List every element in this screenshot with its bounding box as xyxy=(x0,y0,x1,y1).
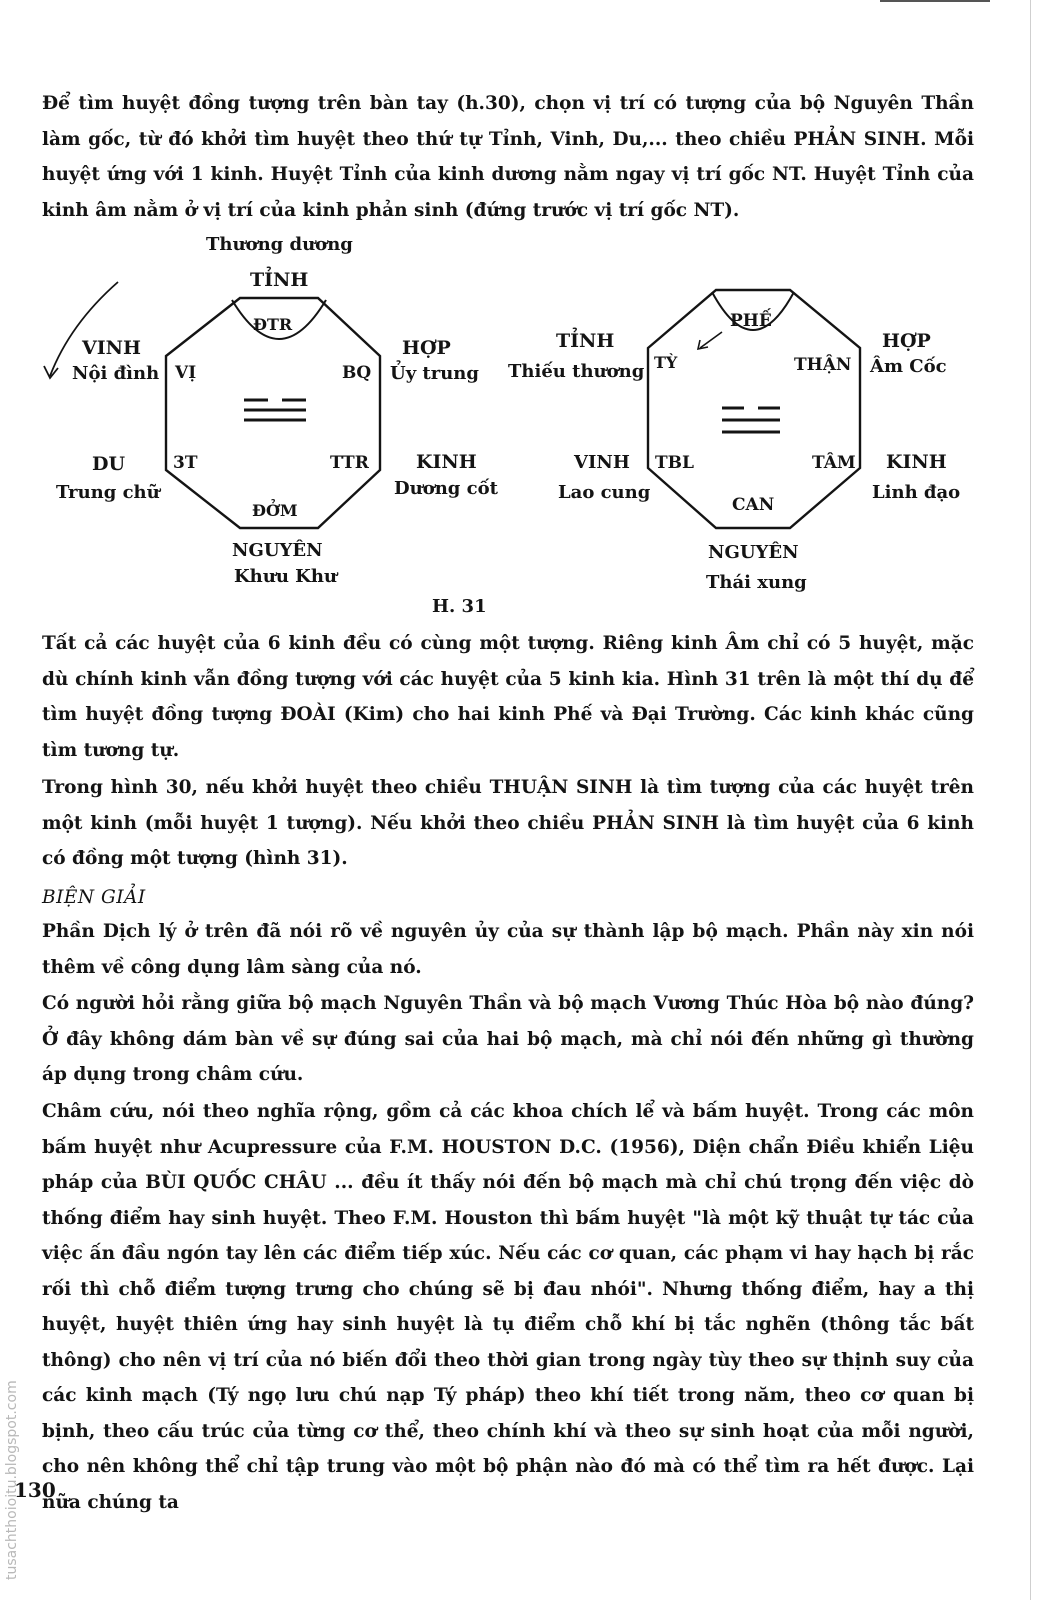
left-nguyen-point: Khưu Khư xyxy=(234,566,337,587)
left-trigram-icon xyxy=(244,400,306,420)
left-kinh-point: Dương cốt xyxy=(394,478,498,499)
figure-31 xyxy=(0,228,1060,598)
scan-edge-mark xyxy=(880,0,990,2)
left-hop-label: HỢP xyxy=(402,337,451,359)
left-top-title: Thương dương xyxy=(206,234,353,255)
right-tinh-point: Thiếu thương xyxy=(508,361,645,382)
right-kinh-label: KINH xyxy=(886,451,947,473)
right-tinh-label: TỈNH xyxy=(556,330,615,352)
right-trigram-icon xyxy=(722,408,780,432)
right-vinh-label: VINH xyxy=(574,452,630,473)
paragraph-same-image: Tất cả các huyệt của 6 kinh đều có cùng một tượng. Riêng kinh Âm chỉ có 5 huyệt, mặc dù chính kinh vẫn đồng tượng với các huyệt của 5 kinh kia. Hình 31 trên là một thí dụ để tìm huyệt đồng tượng ĐOÀI (Kim) cho hai kinh Phế và Đại Trường. Các kinh khác cũng tìm tương tự. xyxy=(42,633,974,761)
left-nguyen-label: NGUYÊN xyxy=(232,540,323,561)
right-nguyen-point: Thái xung xyxy=(706,572,807,593)
paragraph-direction: Trong hình 30, nếu khởi huyệt theo chiều THUẬN SINH là tìm tượng của các huyệt trên một kinh (mỗi huyệt 1 tượng). Nếu khởi theo chiều PHẢN SINH là tìm huyệt của 6 kinh có đồng một tượng (hình 31). xyxy=(42,777,974,869)
paragraph-question: Có người hỏi rằng giữa bộ mạch Nguyên Thần và bộ mạch Vương Thúc Hòa bộ nào đúng? Ở đây không dám bàn về sự đúng sai của hai bộ mạch, mà chỉ nói đến những gì thường áp dụng trong châm cứu. xyxy=(42,993,974,1085)
right-inner-than: THẬN xyxy=(794,355,852,375)
right-inner-arrow-head xyxy=(698,340,708,349)
right-hexagon-diagram xyxy=(508,290,960,593)
right-inner-tam: TÂM xyxy=(812,453,856,473)
paragraph-acupuncture: Châm cứu, nói theo nghĩa rộng, gồm cả các khoa chích lể và bấm huyệt. Trong các môn bấm huyệt như Acupressure của F.M. HOUSTON D.C. (1956), Diện chẩn Điều khiển Liệu pháp của BÙI QUỐC CHÂU ... đều ít thấy nói đến bộ mạch mà chỉ chú trọng đến việc dò thống điểm hay sinh huyệt. Theo F.M. Houston thì bấm huyệt "là một kỹ thuật tự tác của việc ấn đầu ngón tay lên các điểm tiếp xúc. Nếu các cơ quan, các phạm vi hay hạch bị rắc rối thì chỗ điểm tượng trưng cho chúng sẽ bị đau nhói". Nhưng thống điểm, hay a thị huyệt, huyệt thiên ứng hay sinh huyệt là tụ điểm chỗ khí bị tắc nghẽn (thông tắc bất thông) cho nên vị trí của nó biến đổi theo thời gian trong ngày tùy theo sự thịnh suy của các kinh mạch (Tý ngọ lưu chú nạp Tý pháp) theo khí tiết trong năm, theo cơ quan bị bịnh, theo cấu trúc của từng cơ thể, theo chính khí và theo sự sinh hoạt của mỗi người, cho nên không thể chỉ tập trung vào một bộ phận nào đó mà có thể tìm ra hết được. Lại nữa chúng ta xyxy=(42,1101,974,1513)
left-vinh-point: Nội đình xyxy=(72,363,160,384)
right-hop-point: Âm Cốc xyxy=(870,356,947,377)
left-hexagon-diagram xyxy=(44,234,499,587)
right-kinh-point: Linh đạo xyxy=(872,482,961,503)
figure-caption: H. 31 xyxy=(432,596,487,617)
left-inner-bq: BQ xyxy=(342,363,372,383)
right-inner-arrow xyxy=(700,332,722,348)
section-heading: BIỆN GIẢI xyxy=(42,887,146,908)
left-direction-arrow xyxy=(50,282,118,376)
left-vinh-label: VINH xyxy=(82,337,141,359)
right-bottom-inner: CAN xyxy=(732,495,775,515)
left-top-inner: ĐTR xyxy=(253,315,293,334)
left-tinh-label: TỈNH xyxy=(250,269,309,291)
paragraph-clinical: Phần Dịch lý ở trên đã nói rõ về nguyên ủy của sự thành lập bộ mạch. Phần này xin nói thêm về công dụng lâm sàng của nó. xyxy=(42,921,974,978)
left-inner-3t: 3T xyxy=(173,453,198,473)
paragraph-intro: Để tìm huyệt đồng tượng trên bàn tay (h.30), chọn vị trí có tượng của bộ Nguyên Thần làm gốc, từ đó khởi tìm huyệt theo thứ tự Tỉnh, Vinh, Du,... theo chiều PHẢN SINH. Mỗi huyệt ứng với 1 kinh. Huyệt Tỉnh của kinh dương nằm ngay vị trí gốc NT. Huyệt Tỉnh của kinh âm nằm ở vị trí của kinh phản sinh (đứng trước vị trí gốc NT). xyxy=(42,93,974,221)
page-number: 130 xyxy=(14,1478,56,1502)
left-inner-ttr: TTR xyxy=(330,453,369,473)
right-inner-ty: TỲ xyxy=(654,353,678,372)
left-du-label: DU xyxy=(92,453,126,475)
watermark: tusachthoioitu.blogspot.com xyxy=(4,1380,20,1580)
left-kinh-label: KINH xyxy=(416,451,477,473)
left-bottom-inner: ĐỞM xyxy=(252,501,298,520)
right-top-inner: PHẾ xyxy=(730,311,772,331)
right-hop-label: HỢP xyxy=(882,330,931,352)
right-vinh-point: Lao cung xyxy=(558,482,651,503)
right-inner-tbl: TBL xyxy=(655,453,694,473)
left-hop-point: Ủy trung xyxy=(390,363,479,384)
right-nguyen-label: NGUYÊN xyxy=(708,542,799,563)
left-inner-vi: VỊ xyxy=(175,363,197,383)
left-du-point: Trung chữ xyxy=(56,482,160,503)
